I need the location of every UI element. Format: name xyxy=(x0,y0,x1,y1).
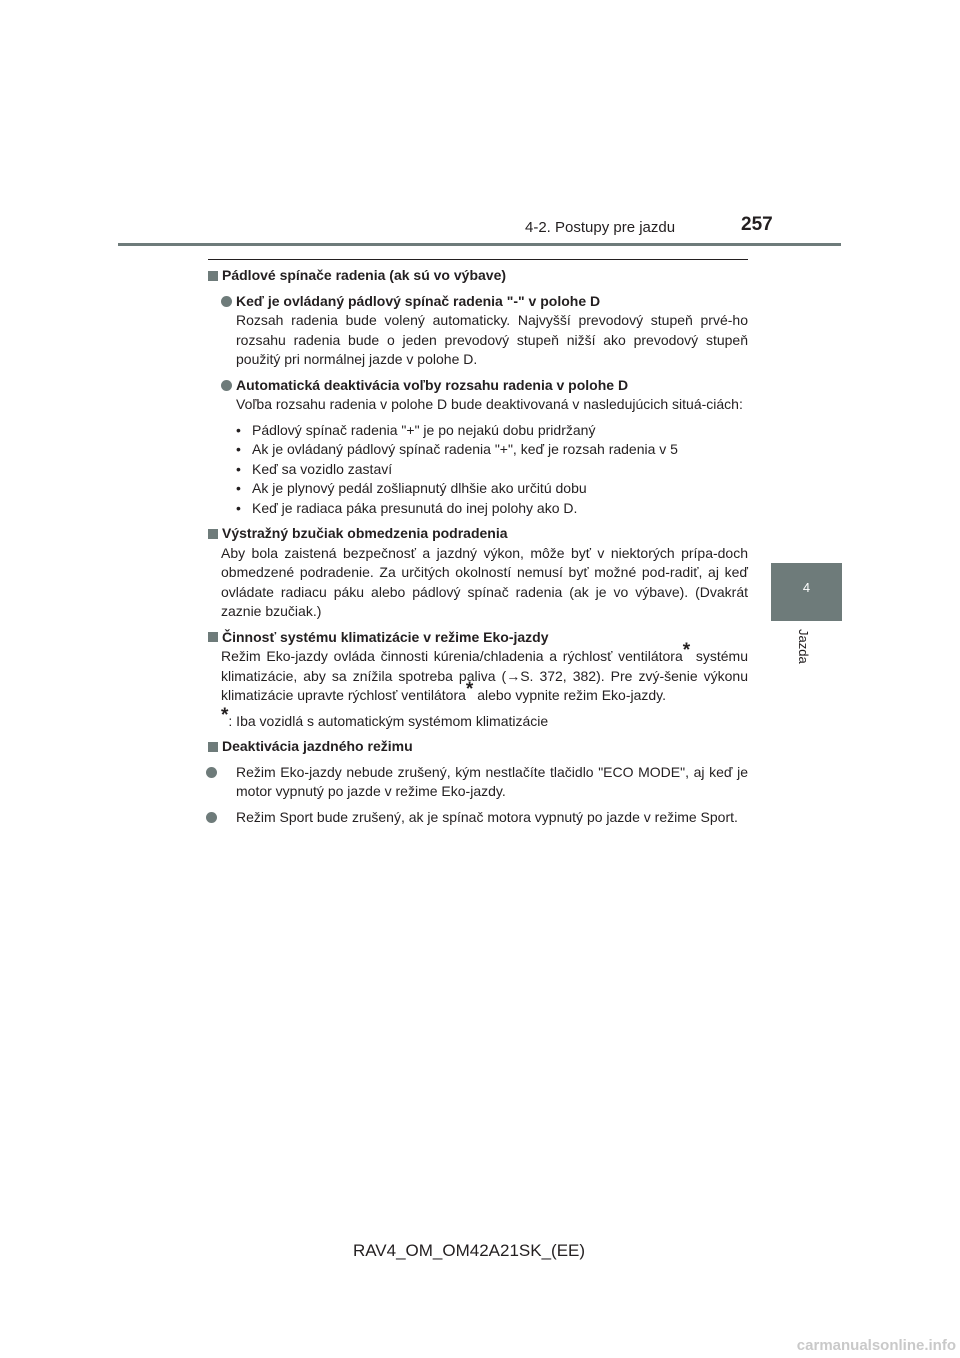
subsection-body xyxy=(221,808,748,828)
section-eco-climate xyxy=(208,628,748,732)
section-heading-text: Pádlové spínače radenia (ak sú vo výbave) xyxy=(222,267,507,283)
section-heading-text: Deaktivácia jazdného režimu xyxy=(222,738,413,754)
subsection-heading-text: Keď je ovládaný pádlový spínač radenia "-" v polohe D xyxy=(236,292,601,309)
section-heading-text: Výstražný bzučiak obmedzenia podradenia xyxy=(222,525,508,541)
list-item: • Pádlový spínač radenia "+" je po nejakú dobu pridržaný xyxy=(236,421,748,441)
asterisk-mark: * xyxy=(682,640,691,661)
section-downshift-buzzer xyxy=(208,524,748,622)
asterisk-mark: * xyxy=(465,679,474,700)
subsection xyxy=(208,292,748,370)
section-heading xyxy=(208,266,748,286)
document-code: RAV4_OM_OM42A21SK_(EE) xyxy=(352,1241,586,1260)
asterisk-mark: * xyxy=(221,704,229,726)
circle-bullet-icon xyxy=(206,767,217,778)
subsection xyxy=(208,376,748,519)
subsection-heading-text: Automatická deaktivácia voľby rozsahu radenia v polohe D xyxy=(236,376,629,393)
square-bullet-icon xyxy=(208,632,218,642)
bullet-list xyxy=(221,421,748,519)
body-text: systému klimatizácie, aby sa znížila spotreba paliva ( xyxy=(221,648,748,684)
list-item: • Ak je plynový pedál zošliapnutý dlhšie ako určitú dobu xyxy=(236,479,748,499)
item-text: Režim Eko-jazdy nebude zrušený, kým nestlačíte tlačidlo "ECO MODE", aj keď je motor vypnutý po jazde v režime Eko-jazdy. xyxy=(236,763,748,799)
main-content xyxy=(208,266,748,827)
arrow-icon: → xyxy=(506,667,521,684)
page-number: 257 xyxy=(741,214,773,235)
subsection-heading xyxy=(221,376,748,396)
watermark: carmanualsonline.info xyxy=(796,1337,956,1354)
subsection-heading xyxy=(221,292,748,312)
list-item: • Keď je radiaca páka presunutá do inej polohy ako D. xyxy=(236,499,748,519)
section-heading xyxy=(208,737,748,757)
header-divider xyxy=(118,243,841,246)
circle-bullet-icon xyxy=(221,296,232,307)
section-paddle-shifters xyxy=(208,266,748,518)
footnote-text: : Iba vozidlá s automatickým systémom klimatizácie xyxy=(228,712,549,729)
square-bullet-icon xyxy=(208,742,218,752)
body-text: Režim Eko-jazdy ovláda činnosti kúrenia/chladenia a rýchlosť ventilátora xyxy=(221,648,683,664)
chapter-number: 4 xyxy=(802,580,811,595)
section-heading xyxy=(208,524,748,544)
circle-bullet-icon xyxy=(206,812,217,823)
square-bullet-icon xyxy=(208,529,218,539)
subsection-body: Rozsah radenia bude volený automaticky. Najvyšší prevodový stupeň prvé-ho rozsahu radenia bude o jeden prevodový stupeň nižší ako prevodový stupeň použitý pri normálnej jazde v polohe D. xyxy=(236,312,748,367)
chapter-side-label xyxy=(775,625,837,675)
list-item: • Keď sa vozidlo zastaví xyxy=(236,460,748,480)
section-drive-mode-deactivation xyxy=(208,737,748,827)
chapter-label-text: Jazda xyxy=(796,629,811,664)
subsection xyxy=(208,808,748,828)
content-divider xyxy=(208,259,748,260)
subsection xyxy=(208,763,748,802)
section-body xyxy=(208,640,748,706)
footer xyxy=(0,1241,960,1261)
body-text: alebo vypnite režim Eko-jazdy. xyxy=(473,687,667,703)
circle-bullet-icon xyxy=(221,380,232,391)
list-item: • Ak je ovládaný pádlový spínač radenia "+", keď je rozsah radenia v 5 xyxy=(236,440,748,460)
section-heading-text: Činnosť systému klimatizácie v režime Eko-jazdy xyxy=(222,628,549,645)
section-body: Aby bola zaistená bezpečnosť a jazdný výkon, môže byť v niektorých prípa-doch obmedzené podradenie. Za určitých okolností nemusí byť možné pod-radiť, aj keď ovládate radiacu páku alebo pádlový spínač radenia (ak je vo výbave). (Dvakrát zaznie bzučiak.) xyxy=(221,544,748,619)
subsection-body xyxy=(221,763,748,802)
section-heading xyxy=(208,628,748,648)
item-text: Režim Sport bude zrušený, ak je spínač motora vypnutý po jazde v režime Sport. xyxy=(236,808,738,825)
chapter-tab xyxy=(771,563,842,621)
subsection-body: Voľba rozsahu radenia v polohe D bude deaktivovaná v nasledujúcich situá-ciách: xyxy=(236,396,743,412)
header-section-title: 4-2. Postupy pre jazdu xyxy=(525,219,676,236)
square-bullet-icon xyxy=(208,271,218,281)
footnote xyxy=(208,704,748,732)
body-text: S. 372, 382). Pre zvý-šenie výkonu klimatizácie upravte rýchlosť ventilátora xyxy=(221,667,748,703)
